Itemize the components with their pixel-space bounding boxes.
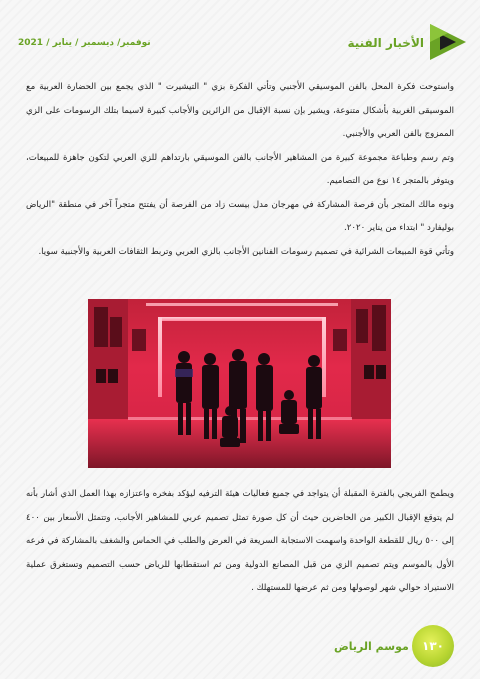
article-top-text	[26, 76, 454, 264]
article-paragraph: ويطمح الفريجي بالفترة المقبلة أن يتواجد في جميع فعاليات هيئة الترفيه ليؤكد بفخره واعتزازه بهذا العمل الذي أشار بأنه لم يتوقع الإقبال الكبير من الحاضرين حيث أن كل صورة تمثل تصميم عربي للمشاهير الأجانب، وتتمثل الأسعار بين ٤٠٠ إلى ٥٠٠ ريال للقطعة الواحدة واسهمت الاستجابة السريعة في العرض والطلب في الحماس والشغف بالمشاركة في فرعه الأول بالموسم ويتم تصميم الزي من قبل المصانع الدولية ومن ثم استقطابها للرياض حسب التصميم وتستغرق عملية الاستيراد حوالي شهر لوصولها ومن ثم عرضها للمستهلك .	[26, 489, 454, 594]
brand-header	[347, 22, 470, 62]
page-number-badge	[412, 625, 454, 667]
article-paragraph: ونوه مالك المتجر بأن فرصة المشاركة في مهرجان مدل بيست زاد من الفرصة أن يفتتح متجراً آخر في منطقة "الرياض بوليفارد " ابتداء من يناير ٢٠٢٠.	[26, 199, 454, 233]
article-paragraph: وتم رسم وطباعة مجموعة كبيرة من المشاهير الأجانب بالفن الموسيقي بارتداهم للزي العربي لتكون جاهزة للمبيعات، ويتوفر بالمتجر ١٤ نوع من التصاميم.	[26, 152, 454, 186]
photo-illustration	[88, 299, 391, 468]
issue-date: نوفمبر/ ديسمبر / يناير / 2021	[18, 38, 151, 48]
brand-name: الأخبار الفنية	[347, 36, 424, 50]
article-photo	[88, 299, 391, 468]
section-name: موسم الرياض	[334, 640, 409, 653]
brand-logo-icon	[426, 22, 470, 62]
article-bottom-text	[26, 483, 454, 601]
page-number: ١٣٠	[422, 639, 444, 653]
article-paragraph: واستوحت فكرة المحل بالفن الموسيقي الأجنبي وتأتي الفكرة بزي " التيشيرت " الذي يجمع بين الحضارة العربية مع الموسيقى الغربية بأشكال متنوعة، ويشير بإن نسبة الإقبال من الزائرين والأجانب كبيرة لاسيما بتلك الرسومات على الزي الممزوج بالفن العربي والأجنبي.	[26, 82, 454, 139]
article-paragraph: وتأتي قوة المبيعات الشرائية في تصميم رسومات الفنانين الأجانب بالزي العربي وتربط الثقافات العربية والأجنبية سويا.	[38, 246, 454, 257]
